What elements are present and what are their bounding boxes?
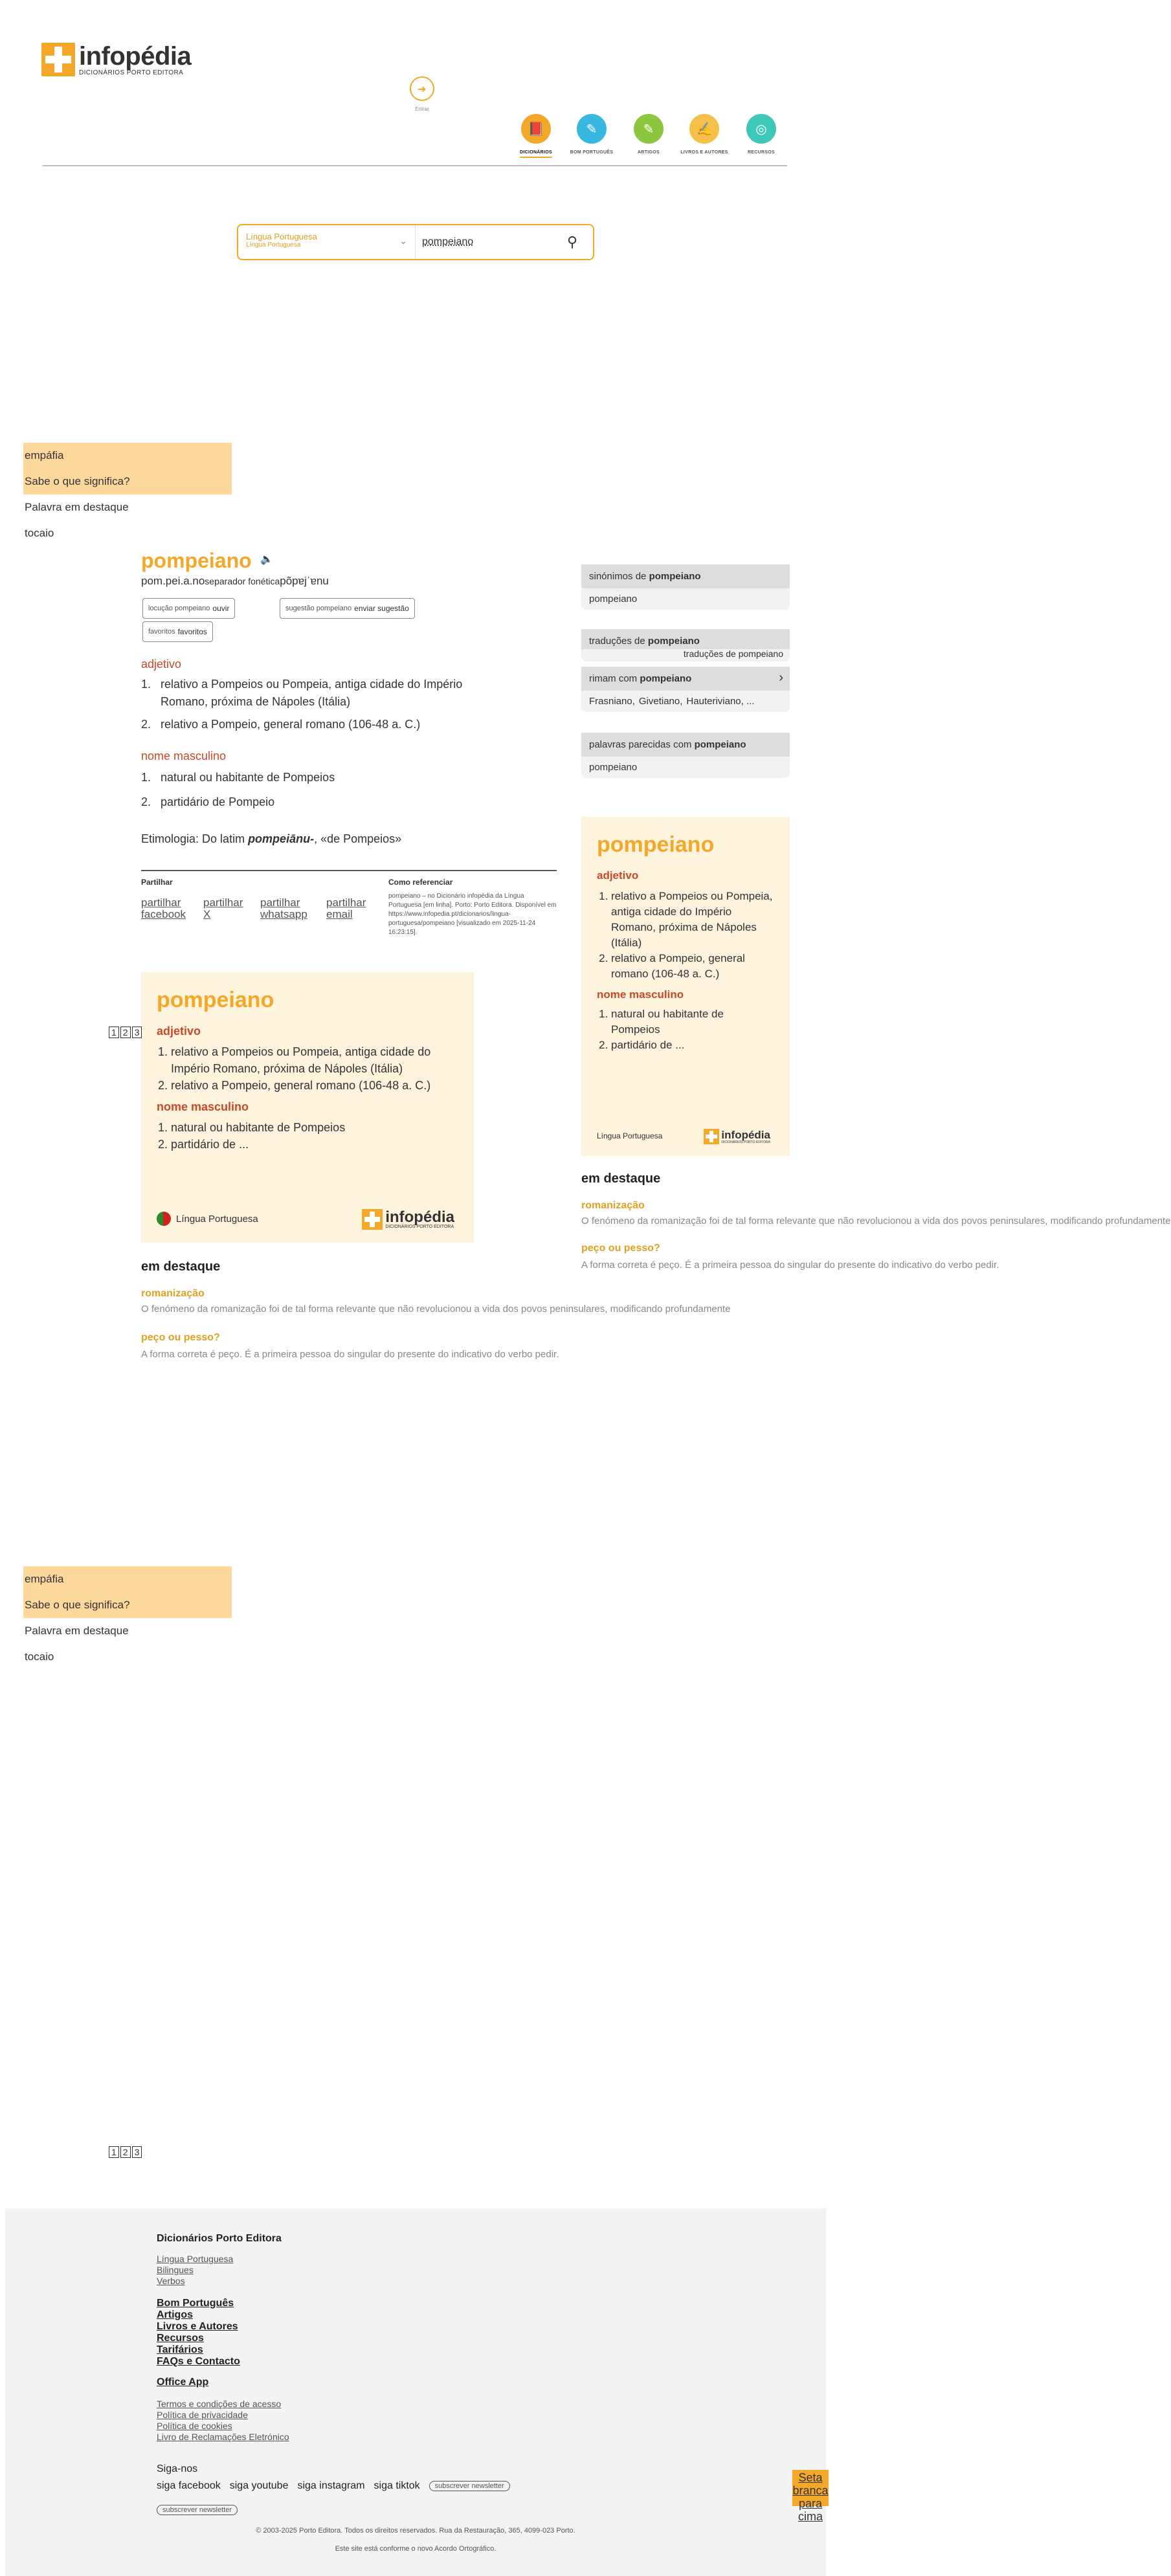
pager-dot[interactable]: 1 (109, 1027, 119, 1038)
suggest-button[interactable] (280, 598, 415, 619)
logo[interactable] (41, 43, 191, 76)
search-input[interactable]: pompeiano (422, 236, 474, 247)
pager-dot[interactable]: 1 (109, 2146, 119, 2158)
shortcut-list (23, 1566, 232, 1670)
featured-title: em destaque (581, 1171, 661, 1186)
translations-box[interactable] (581, 629, 790, 661)
footer-link[interactable]: Livro de Reclamações Eletrónico (157, 2432, 289, 2442)
footer-link[interactable]: Artigos (157, 2309, 193, 2320)
card-definition: 2. relativo a Pompeio, general romano (106-48 a. C.) (611, 951, 774, 982)
language-select-value: Língua Portuguesa (246, 232, 317, 241)
synonyms-header: sinónimos de pompeiano (581, 564, 790, 588)
dictionary-icon: 📕 (521, 114, 551, 144)
tiktok-icon[interactable]: siga tiktok (374, 2480, 420, 2491)
header-divider (43, 165, 787, 166)
nav-label: RECURSOS (747, 150, 775, 155)
definition-text: relativo a Pompeio, general romano (106-48 a. C.) (161, 718, 421, 731)
card-language: Língua Portuguesa (597, 1131, 663, 1140)
footer-link[interactable]: Livros e Autores (157, 2321, 238, 2332)
etymology: Etimologia: Do latim pompeiānu-, «de Pompeios» (141, 832, 402, 845)
card-title: pompeiano (597, 832, 715, 857)
logo-name: infopédia (79, 41, 192, 71)
footer-link[interactable]: Tarifários (157, 2344, 203, 2355)
card-brand: infopédia (721, 1128, 770, 1141)
social-links (157, 2480, 510, 2492)
pencil-icon: ✎ (577, 114, 607, 144)
back-to-top-button[interactable]: Seta branca para cima (792, 2471, 829, 2523)
pronunciation (141, 575, 329, 588)
shortcut-link[interactable]: empáfia (25, 449, 64, 461)
footer-link[interactable]: Língua Portuguesa (157, 2254, 234, 2264)
favorites-img-alt: favoritos (148, 628, 175, 636)
card-definition: 2. relativo a Pompeio, general romano (106-48 a. C.) (171, 1077, 458, 1094)
suggest-label: enviar sugestão (354, 604, 409, 613)
login-icon: ➜ (410, 76, 434, 101)
featured-text: O fenómeno da romanização foi de tal forma relevante que não revolucionou a vida dos povos peninsulares, modificando profundamente (141, 1304, 731, 1315)
syllables: pom.pei.a.no (141, 575, 205, 587)
definition: 1. relativo a Pompeios ou Pompeia, antiga cidade do Império Romano, próxima de Nápoles (Itália) (141, 676, 510, 711)
favorites-label: favoritos (177, 627, 207, 636)
featured-title: em destaque (141, 1260, 221, 1274)
sidebar-share-card (581, 817, 790, 1156)
rhymes-box (581, 667, 790, 712)
share-links (141, 897, 381, 920)
copyright: © 2003-2025 Porto Editora. Todos os direitos reservados. Rua da Restauração, 365, 4099-023 Porto. (256, 2527, 575, 2535)
card-title: pompeiano (157, 988, 274, 1012)
pager-dot[interactable]: 3 (132, 2146, 142, 2158)
share-card (141, 972, 474, 1243)
synonyms-box (581, 564, 790, 610)
card-definition: 2. partidário de ... (171, 1136, 458, 1153)
logo-icon (362, 1209, 383, 1230)
featured-text: A forma correta é peço. É a primeira pessoa do singular do presente do indicativo do verbo pedir. (141, 1349, 559, 1360)
ipa: põpɐjˈɐnu (280, 575, 329, 587)
login-label: Entrar (415, 106, 429, 112)
resources-icon: ◎ (746, 114, 776, 144)
favorites-button[interactable] (142, 621, 213, 642)
nav-recursos[interactable] (734, 114, 788, 155)
card-definition: 1. natural ou habitante de Pompeios (171, 1119, 458, 1136)
definition: 2. relativo a Pompeio, general romano (106-48 a. C.) (141, 716, 510, 733)
shortcut-link[interactable]: tocaio (25, 1650, 54, 1663)
follow-label: Siga-nos (157, 2463, 198, 2474)
pager (109, 1027, 142, 1038)
definition-text: partidário de Pompeio (161, 795, 275, 808)
shortcut-link[interactable]: Palavra em destaque (25, 1625, 129, 1637)
footer-link[interactable]: Bilingues (157, 2265, 194, 2275)
rhyme-link[interactable]: Givetiano, (638, 696, 683, 707)
nav-label: ARTIGOS (638, 150, 660, 155)
search-icon[interactable]: ⚲ (567, 234, 578, 250)
similar-words-box (581, 733, 790, 778)
card-definition: 2. partidário de ... (611, 1038, 774, 1053)
search-bar (237, 224, 594, 260)
card-definition: 1. relativo a Pompeios ou Pompeia, antiga cidade do Império Romano, próxima de Nápoles (Itália) (171, 1043, 458, 1077)
audio-img-alt: locução pompeiano (148, 605, 210, 612)
logo-icon (704, 1129, 719, 1144)
nav-label: LIVROS E AUTORES (680, 150, 728, 155)
shortcut-list (23, 443, 232, 546)
listen-label: ouvir (212, 604, 230, 613)
login-button[interactable] (408, 76, 436, 112)
definition-text: relativo a Pompeios ou Pompeia, antiga cidade do Império Romano, próxima de Nápoles (Itália) (161, 678, 463, 708)
divider (141, 870, 557, 871)
nav-livros-autores[interactable] (677, 114, 731, 155)
footer-link[interactable]: Política de cookies (157, 2421, 232, 2431)
facebook-icon[interactable]: siga facebook (157, 2480, 221, 2491)
shortcut-link[interactable]: tocaio (25, 527, 54, 539)
category-nome: nome masculino (141, 749, 227, 762)
card-category: adjetivo (597, 869, 639, 882)
footer (5, 2208, 826, 2576)
featured-link[interactable]: romanização (581, 1200, 645, 1211)
suggest-img-alt: sugestão pompeiano (285, 605, 352, 612)
speaker-icon[interactable]: 🔈 (260, 554, 273, 565)
pager-dot[interactable]: 2 (120, 2146, 131, 2158)
card-category: nome masculino (157, 1100, 249, 1113)
definition: 1. natural ou habitante de Pompeios (141, 769, 510, 786)
card-category: nome masculino (597, 988, 684, 1001)
portugal-flag-icon (157, 1212, 171, 1226)
definition-text: natural ou habitante de Pompeios (161, 771, 335, 784)
pager-dot[interactable]: 3 (132, 1027, 142, 1038)
similar-word-link[interactable]: pompeiano (589, 762, 638, 773)
share-whatsapp[interactable]: partilhar whatsapp (260, 896, 307, 920)
shortcut-link[interactable]: Sabe o que significa? (25, 475, 130, 487)
phonetic-separator: separador fonética (205, 576, 280, 586)
footer-title: Dicionários Porto Editora (157, 2233, 282, 2244)
entry-title: pompeiano (141, 549, 252, 572)
listen-button[interactable] (142, 598, 235, 619)
card-brand: infopédia (385, 1208, 454, 1226)
article-icon: ✎ (634, 114, 664, 144)
shortcut-link[interactable]: Palavra em destaque (25, 501, 129, 513)
chevron-down-icon: ⌄ (399, 236, 407, 246)
share-facebook[interactable]: partilhar facebook (141, 896, 186, 920)
rhymes-header[interactable]: rimam com pompeiano › (581, 667, 790, 691)
newsletter-button[interactable]: subscrever newsletter (157, 2505, 238, 2515)
card-language: Língua Portuguesa (176, 1213, 258, 1225)
rhyme-link[interactable]: Frasniano, (589, 696, 635, 707)
featured-link[interactable]: romanização (141, 1288, 205, 1299)
office-app-link[interactable]: Office App (157, 2377, 209, 2388)
nav-dicionarios[interactable] (509, 114, 563, 158)
instagram-icon[interactable]: siga instagram (297, 2480, 365, 2491)
synonym-link[interactable]: pompeiano (589, 594, 638, 605)
nav-label: DICIONÁRIOS (520, 150, 552, 158)
share-title: Partilhar (141, 878, 173, 887)
logo-icon (41, 43, 75, 76)
cite-title: Como referenciar (388, 878, 453, 887)
ao-notice: Este site está conforme o novo Acordo Ortográfico. (335, 2545, 496, 2553)
language-select[interactable] (238, 225, 416, 259)
shortcut-link[interactable]: empáfia (25, 1573, 64, 1585)
chevron-right-icon[interactable]: › (779, 671, 783, 685)
books-icon: ✍ (689, 114, 719, 144)
share-email[interactable]: partilhar email (326, 896, 366, 920)
card-category: adjetivo (157, 1025, 201, 1038)
youtube-icon[interactable]: siga youtube (229, 2480, 289, 2491)
footer-link[interactable]: Bom Português (157, 2298, 234, 2309)
featured-text: O fenómeno da romanização foi de tal forma relevante que não revolucionou a vida dos povos peninsulares, modificando profundamente (581, 1216, 1171, 1227)
translations-img-alt: traduções de pompeiano (683, 649, 783, 659)
category-adjetivo: adjetivo (141, 658, 182, 671)
cite-text: pompeiano – no Dicionário infopédia da Língua Portuguesa [em linha]. Porto: Porto Editora. Disponível em https://www.infopedia.pt/dicionarios/lingua-portuguesa/pompeiano [visualizado em 2025-11-24 16:23:15]. (388, 893, 557, 936)
nav-artigos[interactable] (621, 114, 676, 155)
featured-link[interactable]: peço ou pesso? (141, 1332, 220, 1343)
card-definition: 1. natural ou habitante de Pompeios (611, 1006, 774, 1038)
card-logo (704, 1129, 770, 1144)
pager-dot[interactable]: 2 (120, 1027, 131, 1038)
card-logo (362, 1209, 454, 1230)
footer-link[interactable]: Termos e condições de acesso (157, 2399, 282, 2409)
language-select-sub: Língua Portuguesa (246, 241, 301, 249)
footer-link[interactable]: Recursos (157, 2333, 204, 2344)
translations-header: traduções de pompeiano (581, 629, 790, 649)
footer-link[interactable]: Política de privacidade (157, 2410, 248, 2420)
logo-subtitle: DICIONÁRIOS PORTO EDITORA (79, 69, 184, 76)
rhyme-link[interactable]: Hauteriviano, ... (686, 696, 755, 707)
card-brand-sub: DICIONÁRIOS PORTO EDITORA (385, 1224, 454, 1229)
card-definition: 1. relativo a Pompeios ou Pompeia, antiga cidade do Império Romano, próxima de Nápoles (Itália) (611, 889, 774, 951)
share-x[interactable]: partilhar X (203, 896, 243, 920)
footer-link[interactable]: Verbos (157, 2276, 185, 2286)
featured-link[interactable]: peço ou pesso? (581, 1243, 660, 1254)
nav-label: BOM PORTUGUÊS (570, 150, 614, 155)
pager (109, 2146, 142, 2158)
shortcut-link[interactable]: Sabe o que significa? (25, 1599, 130, 1611)
featured-text: A forma correta é peço. É a primeira pessoa do singular do presente do indicativo do verbo pedir. (581, 1260, 999, 1271)
card-brand-sub: DICIONÁRIOS PORTO EDITORA (721, 1140, 770, 1144)
nav-bom-portugues[interactable] (564, 114, 619, 155)
definition: 2. partidário de Pompeio (141, 794, 510, 811)
newsletter-button[interactable]: subscrever newsletter (429, 2481, 510, 2491)
similar-words-header: palavras parecidas com pompeiano (581, 733, 790, 757)
footer-link[interactable]: FAQs e Contacto (157, 2356, 240, 2367)
